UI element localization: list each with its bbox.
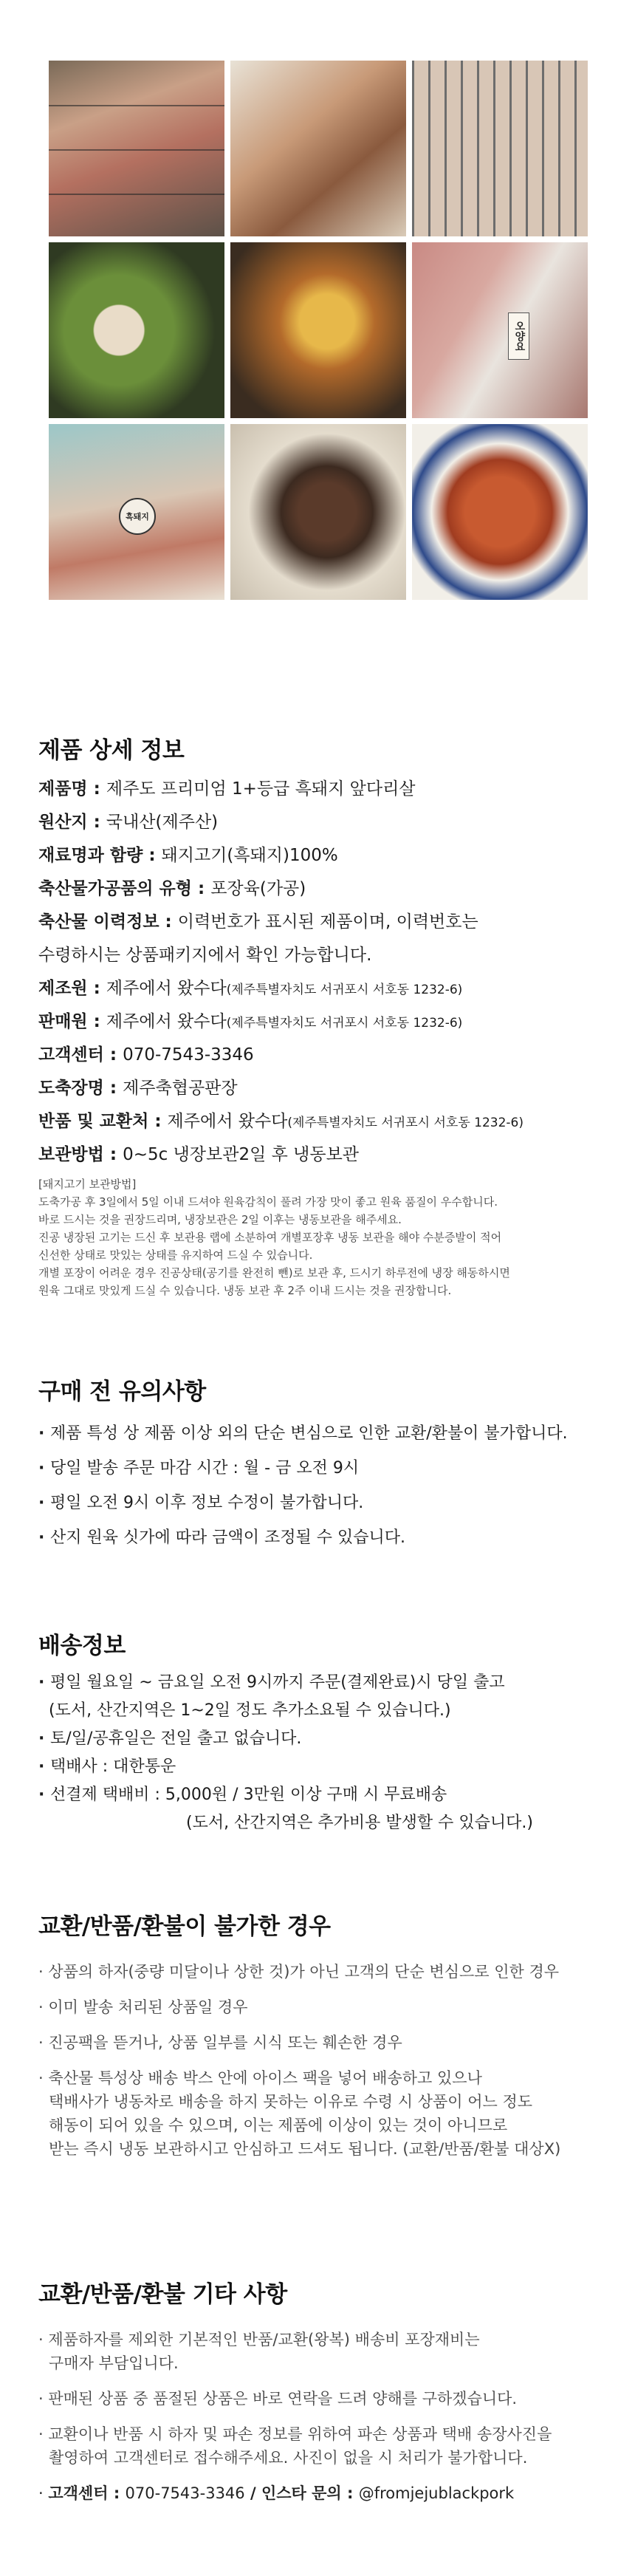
detail-row <box>38 840 607 873</box>
detail-row <box>38 1106 607 1139</box>
photo-pork-in-sauce <box>412 424 588 600</box>
pre-purchase-item: · 제품 특성 상 제품 이상 외의 단순 변심으로 인한 교환/환불이 불가합니다. <box>38 1416 607 1451</box>
pack-badge: 흑돼지 <box>119 498 156 535</box>
detail-value: 0~5c 냉장보관2일 후 냉동보관 <box>123 1145 360 1164</box>
storage-note-line: 신선한 상태로 맛있는 상태를 유지하여 드실 수 있습니다. <box>38 1248 313 1262</box>
shipping-heading: 배송정보 <box>38 1633 126 1659</box>
cs-label: 고객센터 : <box>48 2484 126 2502</box>
photo-pork-on-rice <box>230 424 406 600</box>
detail-value: 제주에서 왔수다 <box>106 1012 227 1031</box>
storage-note-line: 원육 그대로 맛있게 드실 수 있습니다. 냉동 보관 후 2주 이내 드시는 것을 권장합니다. <box>38 1284 452 1297</box>
insta-handle-link[interactable]: @fromjejublackpork <box>358 2484 515 2502</box>
other-terms-item-line: · 제품하자를 제외한 기본적인 반품/교환(왕복) 배송비 포장재비는 <box>38 2331 480 2348</box>
detail-row <box>38 773 607 807</box>
detail-row <box>38 1006 607 1039</box>
pack-label-text: 오양요 <box>508 312 529 360</box>
detail-value: 수령하시는 상품패키지에서 확인 가능합니다. <box>38 946 372 965</box>
detail-row <box>38 1073 607 1106</box>
shipping-item: (도서, 산간지역은 추가비용 발생할 수 있습니다.) <box>186 1814 533 1832</box>
storage-note-line: 바로 드시는 것을 권장드리며, 냉장보관은 2일 이후는 냉동보관을 해주세요. <box>38 1213 402 1226</box>
detail-label: 제품명 : <box>38 779 106 799</box>
pre-purchase-heading: 구매 전 유의사항 <box>38 1378 206 1405</box>
detail-address: (제주특별자치도 서귀포시 서호동 1232-6) <box>226 1016 463 1031</box>
contact-line: · 고객센터 : 070-7543-3346 / 인스타 문의 : @fromjejublackpork <box>38 2484 515 2502</box>
other-terms-item <box>38 2422 607 2470</box>
detail-label: 축산물가공품의 유형 : <box>38 879 211 898</box>
photo-grilled-pork-3 <box>412 61 588 236</box>
product-detail-rows <box>38 773 607 1172</box>
detail-label: 제조원 : <box>38 979 106 998</box>
detail-row <box>38 873 607 906</box>
other-terms-item <box>38 2387 607 2411</box>
no-return-item-line: 해동이 되어 있을 수 있으며, 이는 제품에 이상이 있는 것이 아니므로 <box>49 2117 508 2134</box>
storage-note-line: 개별 포장이 어려운 경우 진공상태(공기를 완전히 뺀)로 보관 후, 드시기 하루전에 냉장 해동하시면 <box>38 1266 510 1280</box>
other-terms-section <box>38 2275 607 2517</box>
shipping-item: · 평일 월요일 ~ 금요일 오전 9시까지 주문(결제완료)시 당일 출고 <box>38 1669 607 1697</box>
detail-row <box>38 973 607 1006</box>
detail-row <box>38 807 607 840</box>
pre-purchase-section <box>38 1373 607 1555</box>
contact-separator: / <box>244 2484 261 2502</box>
detail-address: (제주특별자치도 서귀포시 서호동 1232-6) <box>287 1116 524 1130</box>
detail-address: (제주특별자치도 서귀포시 서호동 1232-6) <box>226 983 463 997</box>
other-terms-item-line: 촬영하여 고객센터로 접수해주세요. 사진이 없을 시 처리가 불가합니다. <box>49 2449 528 2467</box>
detail-label: 반품 및 교환처 : <box>38 1112 168 1131</box>
shipping-list <box>38 1669 607 1837</box>
detail-label: 재료명과 함량 : <box>38 846 162 865</box>
other-terms-item-line: 구매자 부담입니다. <box>49 2354 179 2372</box>
detail-row <box>38 906 607 940</box>
cs-phone[interactable]: 070-7543-3346 <box>125 2484 245 2502</box>
photo-vacuum-pack <box>49 424 224 600</box>
no-return-heading: 교환/반품/환불이 불가한 경우 <box>38 1913 331 1940</box>
other-terms-item <box>38 2328 607 2375</box>
product-detail-section <box>38 731 607 1299</box>
no-return-item <box>38 1995 607 2019</box>
no-return-item <box>38 2031 607 2054</box>
detail-label: 고객센터 : <box>38 1045 123 1065</box>
shipping-item: (도서, 산간지역은 1~2일 정도 추가소요될 수 있습니다.) <box>49 1701 451 1720</box>
no-return-section <box>38 1907 607 2173</box>
detail-value: 포장육(가공) <box>210 879 306 898</box>
product-photo-grid <box>49 61 588 600</box>
other-terms-heading: 교환/반품/환불 기타 사항 <box>38 2281 287 2308</box>
insta-label: 인스타 문의 : <box>261 2484 359 2502</box>
storage-note-line: [돼지고기 보관방법] <box>38 1178 137 1191</box>
storage-note-line: 진공 냉장된 고기는 드신 후 보관용 랩에 소분하여 개별포장후 냉동 보관을 해야 수분증발이 적어 <box>38 1231 502 1244</box>
detail-value: 제주에서 왔수다 <box>167 1112 288 1131</box>
detail-row <box>38 940 607 973</box>
detail-label: 판매원 : <box>38 1012 106 1031</box>
detail-value: 제주에서 왔수다 <box>106 979 227 998</box>
detail-value: 제주도 프리미엄 1+등급 흑돼지 앞다리살 <box>106 779 416 799</box>
photo-grilled-pork-1 <box>49 61 224 236</box>
no-return-item-line: 받는 즉시 냉동 보관하시고 안심하고 드셔도 됩니다. (교환/반품/환불 대상X) <box>49 2140 561 2158</box>
pre-purchase-item: · 당일 발송 주문 마감 시간 : 월 - 금 오전 9시 <box>38 1451 607 1486</box>
detail-value: 돼지고기(흑돼지)100% <box>161 846 338 865</box>
detail-value: 이력번호가 표시된 제품이며, 이력번호는 <box>177 912 478 932</box>
shipping-item: · 토/일/공휴일은 전일 출고 없습니다. <box>38 1725 607 1753</box>
no-return-item-line: · 상품의 하자(중량 미달이나 상한 것)가 아닌 고객의 단순 변심으로 인한 경우 <box>38 1963 560 1981</box>
photo-grilled-pork-2 <box>230 61 406 236</box>
pre-purchase-list <box>38 1416 607 1555</box>
pre-purchase-item: · 산지 원육 싯가에 따라 금액이 조정될 수 있습니다. <box>38 1520 607 1555</box>
other-terms-item-line: · 판매된 상품 중 품절된 상품은 바로 연락을 드려 양해를 구하겠습니다. <box>38 2390 518 2408</box>
detail-value: 제주축협공판장 <box>123 1079 238 1098</box>
shipping-item: · 택배사 : 대한통운 <box>38 1753 607 1781</box>
detail-label: 원산지 : <box>38 813 106 832</box>
no-return-item-line: 택배사가 냉동차로 배송을 하지 못하는 이유로 수령 시 상품이 어느 정도 <box>49 2093 533 2111</box>
photo-pork-with-mushrooms <box>230 242 406 418</box>
other-terms-item-line: · 교환이나 반품 시 하자 및 파손 정보를 위하여 파손 상품과 택배 송장사진을 <box>38 2425 552 2443</box>
photo-raw-pork-pack <box>412 242 588 418</box>
no-return-list <box>38 1960 607 2161</box>
no-return-item-line: · 이미 발송 처리된 상품일 경우 <box>38 1998 248 2016</box>
storage-notes <box>38 1175 607 1299</box>
detail-label: 축산물 이력정보 : <box>38 912 178 932</box>
detail-label: 도축장명 : <box>38 1079 123 1098</box>
shipping-section <box>38 1627 607 1837</box>
other-terms-list <box>38 2328 607 2470</box>
shipping-item: · 선결제 택배비 : 5,000원 / 3만원 이상 구매 시 무료배송 <box>38 1781 607 1809</box>
detail-value: 국내산(제주산) <box>106 813 219 832</box>
storage-note-line: 도축가공 후 3일에서 5일 이내 드셔야 원육감칙이 풀려 가장 맛이 좋고 원육 품질이 우수합니다. <box>38 1195 498 1209</box>
detail-label: 보관방법 : <box>38 1145 123 1164</box>
detail-row <box>38 1139 607 1172</box>
detail-value: 070-7543-3346 <box>123 1045 254 1065</box>
pre-purchase-item: · 평일 오전 9시 이후 정보 수정이 불가합니다. <box>38 1486 607 1520</box>
photo-pork-with-vegetables <box>49 242 224 418</box>
detail-row <box>38 1039 607 1073</box>
no-return-item <box>38 1960 607 1984</box>
no-return-item-line: · 축산물 특성상 배송 박스 안에 아이스 팩을 넣어 배송하고 있으나 <box>38 2069 482 2087</box>
no-return-item <box>38 2066 607 2161</box>
product-detail-heading: 제품 상세 정보 <box>38 737 185 764</box>
no-return-item-line: · 진공팩을 뜯거나, 상품 일부를 시식 또는 훼손한 경우 <box>38 2034 402 2051</box>
